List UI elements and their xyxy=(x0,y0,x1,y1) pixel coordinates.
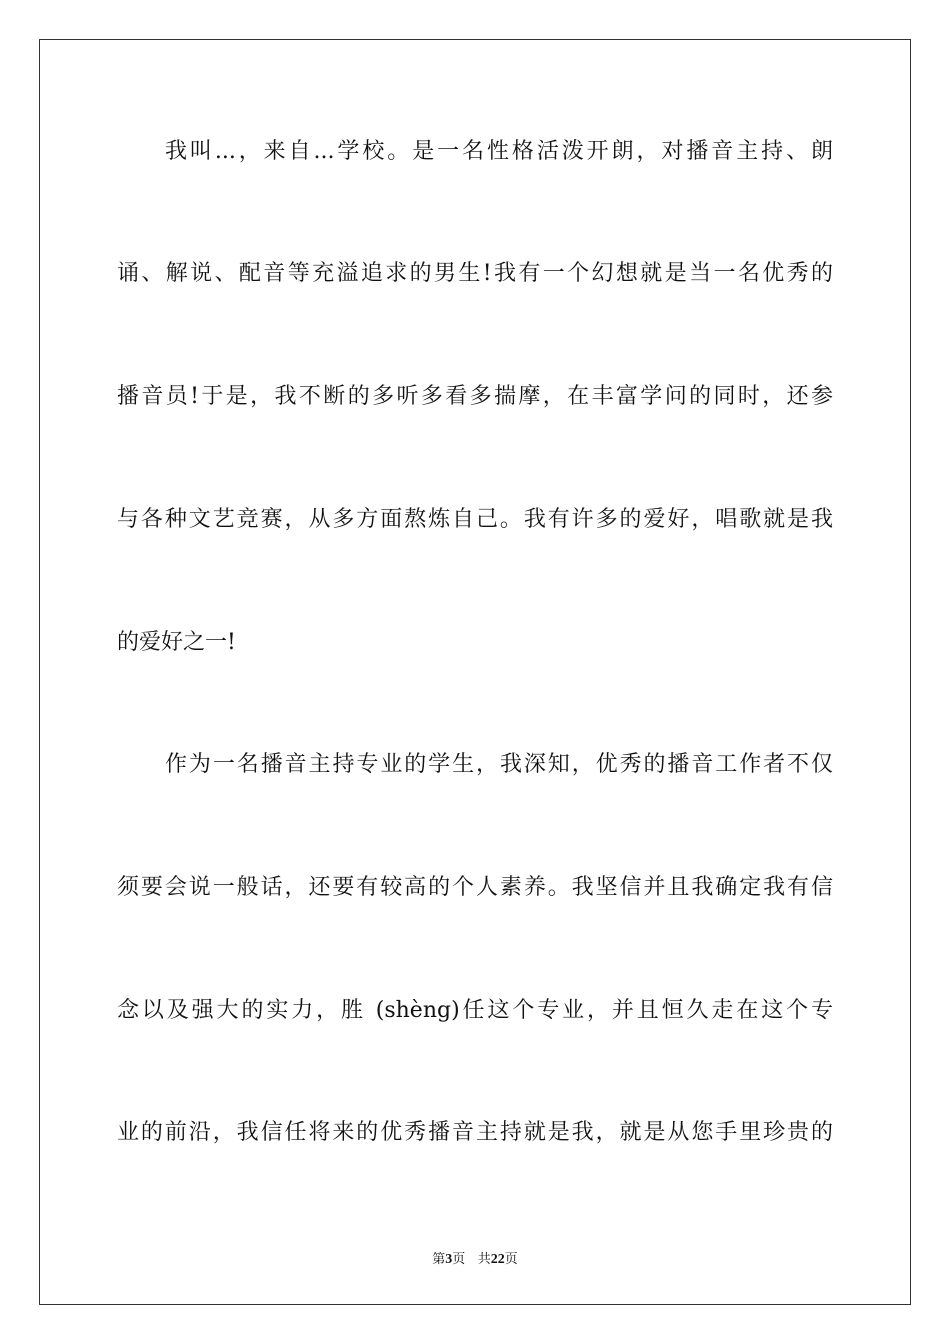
page-suffix: 页 xyxy=(452,1252,466,1267)
paragraph-1-line-5: 的爱好之一! xyxy=(117,630,236,655)
paragraph-2-line-3: 念以及强大的实力，胜 (shèng)任这个专业，并且恒久走在这个专 xyxy=(117,998,833,1023)
page-footer xyxy=(0,1248,950,1268)
total-suffix: 页 xyxy=(504,1252,518,1267)
paragraph-2-line-2: 须要会说一般话，还要有较高的个人素养。我坚信并且我确定我有信 xyxy=(117,875,833,900)
page-border xyxy=(39,39,911,1305)
page-number: 3 xyxy=(445,1252,453,1267)
paragraph-2-line-4: 业的前沿，我信任将来的优秀播音主持就是我，就是从您手里珍贵的 xyxy=(117,1120,833,1145)
page-prefix: 第 xyxy=(432,1252,446,1267)
paragraph-1-line-3: 播音员!于是，我不断的多听多看多揣摩，在丰富学问的同时，还参 xyxy=(117,384,833,409)
total-pages: 22 xyxy=(490,1252,505,1267)
total-prefix: 共 xyxy=(477,1252,491,1267)
paragraph-2-line-1: 作为一名播音主持专业的学生，我深知，优秀的播音工作者不仅 xyxy=(165,752,833,777)
paragraph-1-line-2: 诵、解说、配音等充溢追求的男生!我有一个幻想就是当一名优秀的 xyxy=(117,261,833,286)
paragraph-1-line-1: 我叫...，来自...学校。是一名性格活泼开朗，对播音主持、朗 xyxy=(165,139,833,164)
paragraph-1-line-4: 与各种文艺竞赛，从多方面熬炼自己。我有许多的爱好，唱歌就是我 xyxy=(117,507,833,532)
